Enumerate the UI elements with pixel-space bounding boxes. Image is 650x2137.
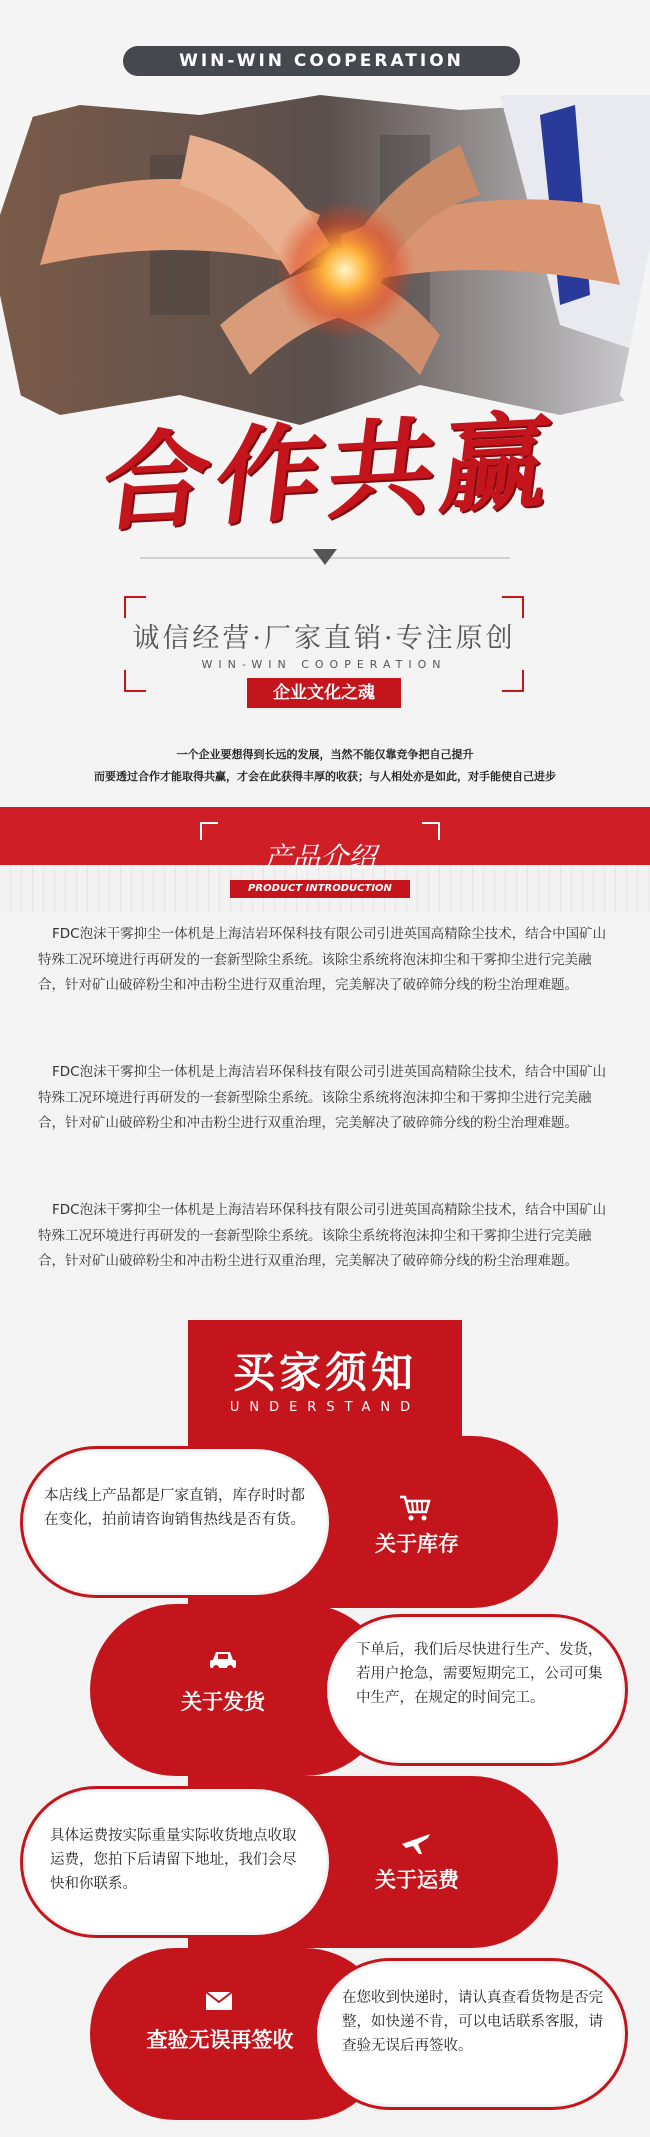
- frame-corner: [502, 596, 524, 618]
- frame-corner: [502, 670, 524, 692]
- note-label: 关于运费: [375, 1868, 459, 1892]
- motto-line-1: 一个企业要想得到长远的发展，当然不能仅靠竞争把自己提升: [176, 748, 474, 761]
- notes-title: 买家须知: [232, 1348, 417, 1397]
- cart-icon: [398, 1494, 432, 1522]
- notes-title-english: UNDERSTAND: [229, 1400, 421, 1415]
- note-label: 关于发货: [181, 1690, 265, 1714]
- slogan-english: WIN-WIN COOPERATION: [201, 658, 447, 671]
- note-item-stock: [0, 1436, 650, 1608]
- note-label: 关于库存: [375, 1532, 459, 1556]
- motto-line-2: 而要透过合作才能取得共赢，才会在此获得丰厚的收获；与人相处亦是如此，对手能使自己进步: [94, 770, 556, 783]
- intro-title-frame: [200, 822, 440, 898]
- frame-corner: [124, 596, 146, 618]
- intro-paragraph: FDC泡沫干雾抑尘一体机是上海洁岩环保科技有限公司引进英国高精除尘技术，结合中国矿山特殊工况环境进行再研发的一套新型除尘系统。该除尘系统将泡沫抑尘和干雾抑尘进行完美融合，针对矿山破碎粉尘和冲击粉尘进行双重治理，完美解决了破碎筛分线的粉尘治理难题。: [38, 926, 607, 993]
- note-label: 查验无误再签收: [146, 2028, 294, 2052]
- buyer-notes-section: [0, 1320, 650, 2137]
- hero-banner: [0, 0, 650, 560]
- note-text: 具体运费按实际重量实际收货地点收取运费，您拍下后请留下地址，我们会尽快和你联系。: [50, 1828, 297, 1892]
- plane-icon: [400, 1828, 432, 1856]
- win-win-badge: WIN-WIN COOPERATION: [123, 46, 520, 76]
- intro-paragraph: FDC泡沫干雾抑尘一体机是上海洁岩环保科技有限公司引进英国高精除尘技术，结合中国矿山特殊工况环境进行再研发的一套新型除尘系统。该除尘系统将泡沫抑尘和干雾抑尘进行完美融合，针对矿山破碎粉尘和冲击粉尘进行双重治理，完美解决了破碎筛分线的粉尘治理难题。: [38, 1202, 607, 1269]
- intro-paragraph: FDC泡沫干雾抑尘一体机是上海洁岩环保科技有限公司引进英国高精除尘技术，结合中国矿山特殊工况环境进行再研发的一套新型除尘系统。该除尘系统将泡沫抑尘和干雾抑尘进行完美融合，针对矿山破碎粉尘和冲击粉尘进行双重治理，完美解决了破碎筛分线的粉尘治理难题。: [38, 1064, 607, 1131]
- frame-corner: [124, 670, 146, 692]
- note-text: 在您收到快递时，请认真查看货物是否完整，如快递不肯，可以电话联系客服，请查验无误后再签收。: [342, 1990, 603, 2054]
- note-item-freight: [0, 1776, 650, 1948]
- down-triangle-icon: [313, 549, 337, 565]
- note-text: 下单后，我们后尽快进行生产、发货，若用户抢急，需要短期完工，公司可集中生产，在规定的时间完工。: [356, 1642, 603, 1706]
- car-icon: [208, 1648, 238, 1674]
- note-item-shipping: [0, 1604, 650, 1776]
- mail-icon: [204, 1990, 234, 2012]
- cooperation-title: 合作共赢: [95, 397, 563, 546]
- intro-title-english: PRODUCT INTRODUCTION: [230, 880, 410, 898]
- culture-tag: 企业文化之魂: [247, 678, 401, 708]
- intro-title: 产品介绍: [263, 841, 376, 874]
- note-item-inspection: [0, 1948, 650, 2120]
- note-text: 本店线上产品都是厂家直销，库存时时都在变化，拍前请咨询销售热线是否有货。: [44, 1488, 305, 1528]
- slogan-text: 诚信经营·厂家直销·专注原创: [132, 623, 516, 654]
